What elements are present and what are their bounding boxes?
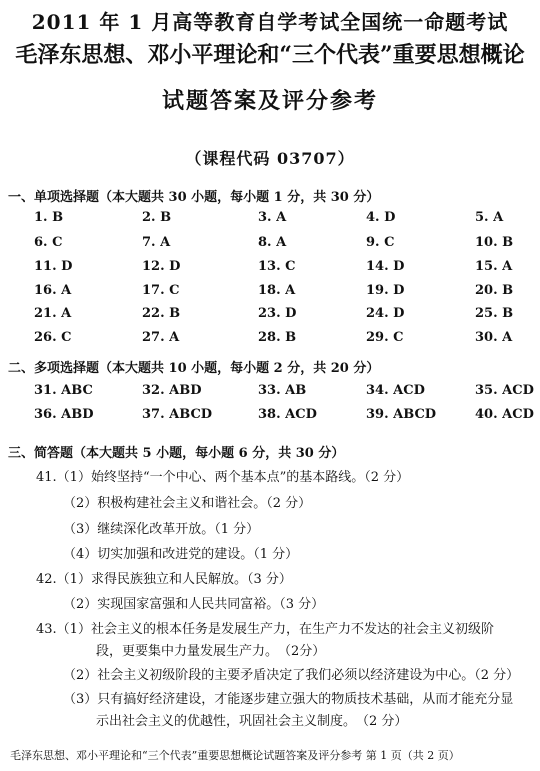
section2-answer-8: 38. ACD [258,407,317,422]
section1-answer-11: 11. D [34,259,73,274]
exam-title-line1: 2011 年 1 月高等教育自学考试全国统一命题考试 [31,10,509,34]
exam-title-line3: 试题答案及评分参考 [161,88,378,114]
answer-41-1: 41.（1）始终坚持“一个中心、两个基本点”的基本路线。（2 分） [36,470,410,485]
section1-answer-30: 30. A [475,330,513,345]
section1-answer-18: 18. A [258,283,296,298]
section1-answer-16: 16. A [34,283,72,298]
answer-41-2: （2）积极构建社会主义和谐社会。（2 分） [63,496,312,511]
section1-answer-9: 9. C [366,235,395,250]
section2-answer-10: 40. ACD [475,407,534,422]
section2-answer-5: 35. ACD [475,383,534,398]
section1-answer-29: 29. C [366,330,404,345]
section3-heading: 三、简答题（本大题共 5 小题，每小题 6 分，共 30 分） [8,446,345,461]
section1-heading: 一、单项选择题（本大题共 30 小题，每小题 1 分，共 30 分） [8,190,380,205]
section1-answer-15: 15. A [475,259,513,274]
answer-41-4: （4）切实加强和改进党的建设。（1 分） [63,547,299,562]
section1-answer-8: 8. A [258,235,287,250]
section1-answer-28: 28. B [258,330,297,345]
answer-43-2: （2）社会主义初级阶段的主要矛盾决定了我们必须以经济建设为中心。（2 分） [63,668,520,683]
section1-answer-2: 2. B [142,210,172,225]
section2-answer-4: 34. ACD [366,383,425,398]
section1-answer-19: 19. D [366,283,405,298]
answer-43-3: （3）只有搞好经济建设，才能逐步建立强大的物质技术基础，从而才能充分显 [63,692,514,707]
page-footer: 毛泽东思想、邓小平理论和“三个代表”重要思想概论试题答案及评分参考 第 1 页（共 2 页） [10,749,460,762]
section1-answer-13: 13. C [258,259,296,274]
section2-answer-2: 32. ABD [142,383,202,398]
section1-answer-3: 3. A [258,210,287,225]
section2-answer-1: 31. ABC [34,383,93,398]
answer-43-1-cont: 段，更要集中力量发展生产力。 （2分） [96,644,326,659]
section2-answer-6: 36. ABD [34,407,94,422]
answer-42-1: 42.（1）求得民族独立和人民解放。（3 分） [36,572,292,587]
section1-answer-5: 5. A [475,210,504,225]
answer-43-1: 43.（1）社会主义的根本任务是发展生产力，在生产力不发达的社会主义初级阶 [36,622,494,637]
section1-answer-27: 27. A [142,330,180,345]
section1-answer-6: 6. C [34,235,63,250]
section1-answer-25: 25. B [475,306,514,321]
section1-answer-24: 24. D [366,306,405,321]
section1-answer-26: 26. C [34,330,72,345]
section1-answer-14: 14. D [366,259,405,274]
answer-41-3: （3）继续深化改革开放。（1 分） [63,522,260,537]
section1-answer-1: 1. B [34,210,64,225]
section1-answer-23: 23. D [258,306,297,321]
section1-answer-17: 17. C [142,283,180,298]
section1-answer-12: 12. D [142,259,181,274]
section1-answer-21: 21. A [34,306,72,321]
section1-answer-10: 10. B [475,235,514,250]
answer-42-2: （2）实现国家富强和人民共同富裕。（3 分） [63,597,325,612]
section2-answer-7: 37. ABCD [142,407,213,422]
course-code: （课程代码 03707） [185,149,355,168]
section2-heading: 二、多项选择题（本大题共 10 小题，每小题 2 分，共 20 分） [8,361,380,376]
section1-answer-20: 20. B [475,283,514,298]
section2-answer-9: 39. ABCD [366,407,437,422]
answer-43-3-cont: 示出社会主义的优越性，巩固社会主义制度。 （2 分） [96,714,408,729]
section1-answer-4: 4. D [366,210,396,225]
section1-answer-22: 22. B [142,306,181,321]
exam-title-line2: 毛泽东思想、邓小平理论和“三个代表”重要思想概论 [15,42,525,68]
section2-answer-3: 33. AB [258,383,307,398]
section1-answer-7: 7. A [142,235,171,250]
